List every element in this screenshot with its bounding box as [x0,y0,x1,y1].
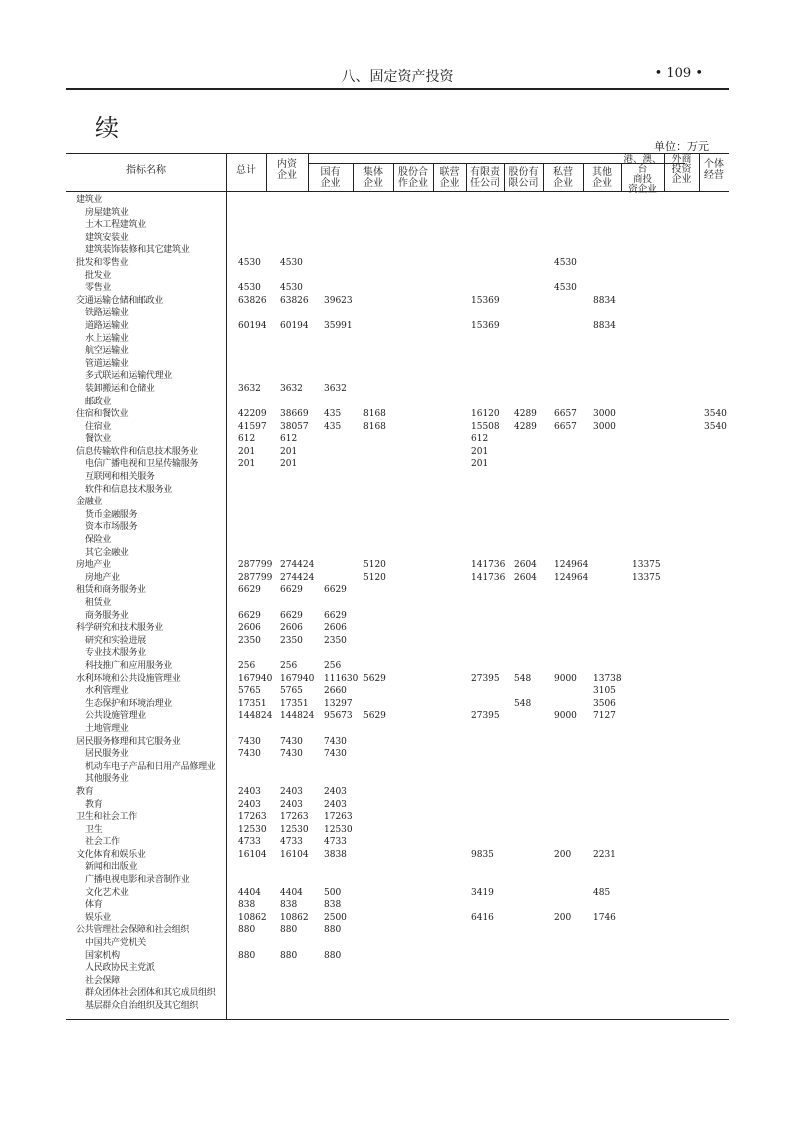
continued-label: 续 [95,114,119,142]
table-row [66,950,729,963]
cell-llc: 9835 [471,849,494,860]
cell-total: 2403 [238,799,261,810]
cell-total: 10862 [238,912,267,923]
table-row [66,610,729,623]
row-label: 管道运输业 [85,358,129,369]
cell-domestic: 5765 [280,686,303,697]
table-row [66,748,729,761]
table-row [66,975,729,988]
cell-share: 548 [514,698,532,709]
table-row [66,433,729,446]
table-row [66,270,729,283]
table-row [66,547,729,560]
cell-domestic: 4404 [280,887,303,898]
table-row [66,345,729,358]
col-header-share: 股份有 限公司 [508,167,539,189]
row-label: 研究和实验进展 [85,635,146,646]
row-label: 水利管理业 [85,686,129,697]
row-label: 居民服务修理和其它服务业 [76,736,181,747]
table-row [66,421,729,434]
cell-domestic: 7430 [280,736,303,747]
cell-domestic: 2403 [280,786,303,797]
cell-other: 7127 [593,711,616,722]
table-row [66,912,729,925]
row-label: 住宿和餐饮业 [76,409,129,420]
row-label: 社会工作 [85,837,120,848]
cell-state: 838 [324,900,342,911]
row-label: 餐饮业 [85,434,112,445]
cell-individual: 3540 [704,409,727,420]
row-label: 国家机构 [85,950,120,961]
table-row [66,458,729,471]
cell-private: 6657 [554,421,577,432]
cell-state: 6629 [324,610,347,621]
cell-total: 287799 [238,560,273,571]
cell-domestic: 2606 [280,623,303,634]
cell-domestic: 201 [280,446,298,457]
cell-other: 8834 [593,320,616,331]
row-label: 人民政协民主党派 [85,963,155,974]
cell-total: 17351 [238,698,267,709]
cell-private: 9000 [554,673,577,684]
cell-domestic: 144824 [280,711,315,722]
cell-total: 167940 [238,673,273,684]
cell-state: 880 [324,950,342,961]
cell-domestic: 17351 [280,698,309,709]
table-row [66,408,729,421]
row-label: 广播电视电影和录音制作业 [85,875,190,886]
table-row [66,320,729,333]
cell-domestic: 274424 [280,572,315,583]
cell-domestic: 63826 [280,295,309,306]
row-label: 卫生和社会工作 [76,812,137,823]
cell-total: 3632 [238,383,261,394]
table-row [66,446,729,459]
table-row [66,597,729,610]
row-label: 批发业 [85,270,112,281]
cell-total: 6629 [238,585,261,596]
row-label: 公共管理社会保障和社会组织 [76,925,190,936]
cell-domestic: 60194 [280,320,309,331]
table-row [66,307,729,320]
table-row [66,358,729,371]
table-body [66,194,729,1013]
col-header-llc: 有限责 任公司 [470,167,500,189]
table-row [66,673,729,686]
cell-collective: 8168 [363,421,386,432]
row-label: 群众团体社会团体和其它成员组织 [85,988,216,999]
cell-state: 39623 [324,295,353,306]
cell-state: 880 [324,925,342,936]
cell-llc: 15508 [471,421,500,432]
cell-total: 63826 [238,295,267,306]
table-row [66,710,729,723]
table-row [66,799,729,812]
cell-total: 7430 [238,749,261,760]
col-header-domestic: 内资 企业 [277,159,297,181]
row-label: 交通运输仓储和邮政业 [76,295,164,306]
col-header-coop: 股份合 作企业 [398,167,428,189]
cell-total: 256 [238,660,256,671]
table-row [66,849,729,862]
row-label: 软件和信息技术服务业 [85,484,173,495]
cell-domestic: 38669 [280,409,309,420]
cell-private: 9000 [554,711,577,722]
table-row [66,786,729,799]
cell-collective: 5629 [363,673,386,684]
cell-total: 5765 [238,686,261,697]
table-row [66,660,729,673]
col-header-collective: 集体 企业 [363,167,383,189]
cell-state: 435 [324,421,342,432]
cell-total: 7430 [238,736,261,747]
cell-total: 17263 [238,812,267,823]
cell-state: 111630 [324,673,359,684]
row-label: 生态保护和环境治理业 [85,698,173,709]
cell-other: 13738 [593,673,622,684]
row-label: 铁路运输业 [85,308,129,319]
cell-domestic: 3632 [280,383,303,394]
cell-domestic: 4530 [280,257,303,268]
row-label: 水上运输业 [85,333,129,344]
cell-state: 7430 [324,749,347,760]
chapter-title: 八、固定资产投资 [341,69,454,85]
cell-domestic: 16104 [280,849,309,860]
cell-collective: 5120 [363,560,386,571]
cell-state: 12530 [324,824,353,835]
row-label: 邮政业 [85,396,112,407]
row-label: 建筑业 [76,195,103,205]
row-label: 租赁和商务服务业 [76,585,146,596]
table-row [66,295,729,308]
cell-private: 4530 [554,257,577,268]
cell-collective: 8168 [363,409,386,420]
col-header-state: 国有 企业 [320,167,341,189]
col-header-foreign: 外商 投资 企业 [671,154,692,185]
cell-other: 485 [593,887,611,898]
cell-total: 16104 [238,849,267,860]
row-label: 租赁业 [85,598,112,608]
row-label: 建筑安装业 [85,232,129,243]
cell-share: 548 [514,673,532,684]
table-row [66,383,729,396]
unit-label: 单位：万元 [654,140,709,153]
cell-share: 4289 [514,409,537,420]
cell-other: 2231 [593,849,616,860]
cell-collective: 5629 [363,711,386,722]
row-label: 土地管理业 [85,723,129,734]
row-label: 资本市场服务 [85,522,138,533]
cell-individual: 3540 [704,421,727,432]
row-label: 基层群众自治组织及其它组织 [85,1001,199,1011]
cell-total: 60194 [238,320,267,331]
table-row [66,496,729,509]
cell-state: 35991 [324,320,353,331]
cell-llc: 201 [471,459,489,470]
row-label: 零售业 [85,283,112,294]
cell-llc: 6416 [471,912,494,923]
cell-domestic: 838 [280,900,298,911]
cell-domestic: 38057 [280,421,309,432]
cell-domestic: 256 [280,660,298,671]
table-row [66,874,729,887]
cell-domestic: 2350 [280,635,303,646]
table-row [66,899,729,912]
cell-total: 4530 [238,257,261,268]
cell-other: 3000 [593,421,616,432]
cell-state: 2350 [324,635,347,646]
cell-other: 3000 [593,409,616,420]
row-label: 其他服务业 [85,774,129,785]
cell-state: 4733 [324,837,347,848]
table-row [66,484,729,497]
cell-total: 42209 [238,409,267,420]
cell-domestic: 880 [280,925,298,936]
row-label: 电信广播电视和卫星传输服务 [85,459,199,470]
cell-total: 144824 [238,711,273,722]
cell-state: 2500 [324,912,347,923]
row-label: 教育 [76,786,94,797]
cell-domestic: 6629 [280,585,303,596]
row-label: 互联网和相关服务 [85,472,155,483]
cell-domestic: 274424 [280,560,315,571]
cell-domestic: 17263 [280,812,309,823]
cell-llc: 15369 [471,320,500,331]
col-header-hkmt: 港、澳、台 商投 资企业 [623,154,662,195]
cell-state: 2403 [324,799,347,810]
cell-llc: 141736 [471,560,506,571]
header-rule [66,88,729,90]
row-label: 货币金融服务 [85,509,138,520]
table-row [66,887,729,900]
table-row [66,471,729,484]
table-row [66,232,729,245]
cell-total: 2606 [238,623,261,634]
cell-private: 4530 [554,283,577,294]
table-bottom-rule [66,1019,729,1020]
table-row [66,861,729,874]
cell-private: 200 [554,849,572,860]
table-row [66,622,729,635]
row-label: 体育 [85,900,103,911]
table-row [66,647,729,660]
cell-total: 4733 [238,837,261,848]
table-row [66,736,729,749]
cell-other: 3506 [593,698,616,709]
cell-share: 4289 [514,421,537,432]
cell-total: 612 [238,434,256,445]
cell-llc: 141736 [471,572,506,583]
row-label: 信息传输软件和信息技术服务业 [76,446,198,457]
row-label: 商务服务业 [85,610,129,621]
col-header-name: 指标名称 [126,165,166,176]
cell-state: 2606 [324,623,347,634]
row-label: 科技推广和应用服务业 [85,660,173,671]
cell-llc: 16120 [471,409,500,420]
cell-domestic: 4530 [280,283,303,294]
cell-domestic: 612 [280,434,298,445]
cell-private: 6657 [554,409,577,420]
row-label: 新闻和出版业 [85,862,138,873]
table-row [66,824,729,837]
row-label: 科学研究和技术服务业 [76,623,164,634]
row-label: 文化艺术业 [85,887,129,898]
col-header-other: 其他 企业 [592,167,612,189]
cell-domestic: 6629 [280,610,303,621]
row-label: 道路运输业 [85,320,129,331]
cell-hkmt: 13375 [632,572,661,583]
cell-domestic: 10862 [280,912,309,923]
table-row [66,773,729,786]
row-label: 水利环境和公共设施管理业 [76,673,181,684]
row-label: 娱乐业 [85,912,112,923]
cell-domestic: 4733 [280,837,303,848]
table-row [66,698,729,711]
cell-total: 2403 [238,786,261,797]
cell-total: 4530 [238,283,261,294]
cell-state: 3838 [324,849,347,860]
row-label: 建筑装饰装修和其它建筑业 [85,245,190,256]
cell-domestic: 880 [280,950,298,961]
cell-total: 201 [238,459,256,470]
table-row [66,1000,729,1013]
table-row [66,572,729,585]
cell-share: 2604 [514,560,537,571]
table-row [66,924,729,937]
row-label: 教育 [85,799,103,810]
table-row [66,559,729,572]
page-number: • 109 • [654,66,703,81]
row-label: 土木工程建筑业 [85,220,146,231]
cell-llc: 15369 [471,295,500,306]
cell-llc: 27395 [471,673,500,684]
row-label: 公共设施管理业 [85,711,146,722]
row-label: 其它金融业 [85,547,129,558]
cell-llc: 201 [471,446,489,457]
table-row [66,194,729,207]
cell-state: 3632 [324,383,347,394]
table-row [66,257,729,270]
row-label: 金融业 [76,497,103,508]
row-label: 保险业 [85,535,112,546]
cell-total: 201 [238,446,256,457]
cell-other: 1746 [593,912,616,923]
table-row [66,396,729,409]
row-label: 中国共产党机关 [85,938,146,949]
cell-private: 124964 [554,572,589,583]
cell-share: 2604 [514,572,537,583]
table-row [66,219,729,232]
row-label: 航空运输业 [85,346,129,357]
cell-other: 3105 [593,686,616,697]
cell-total: 838 [238,900,256,911]
table-row [66,685,729,698]
table-row [66,333,729,346]
cell-total: 880 [238,950,256,961]
table-row [66,836,729,849]
table-row [66,761,729,774]
cell-total: 880 [238,925,256,936]
table-row [66,207,729,220]
cell-total: 4404 [238,887,261,898]
table-row [66,635,729,648]
cell-domestic: 167940 [280,673,315,684]
cell-total: 287799 [238,572,273,583]
row-label: 居民服务业 [85,749,129,760]
table-row [66,521,729,534]
col-header-individual: 个体 经营 [704,159,724,181]
table-row [66,723,729,736]
row-label: 文化体育和娱乐业 [76,849,146,860]
cell-total: 6629 [238,610,261,621]
row-label: 多式联运和运输代理业 [85,371,173,382]
cell-state: 256 [324,660,342,671]
cell-state: 500 [324,887,342,898]
row-label: 社会保障 [85,975,120,986]
table-row [66,811,729,824]
table-row [66,370,729,383]
row-label: 房屋建筑业 [85,207,129,218]
cell-private: 200 [554,912,572,923]
cell-state: 13297 [324,698,353,709]
row-label: 卫生 [85,824,103,835]
table-row [66,987,729,1000]
cell-llc: 612 [471,434,489,445]
row-label: 装卸搬运和仓储业 [85,383,155,394]
table-row [66,244,729,257]
cell-state: 7430 [324,736,347,747]
cell-total: 12530 [238,824,267,835]
cell-hkmt: 13375 [632,560,661,571]
cell-llc: 3419 [471,887,494,898]
cell-state: 17263 [324,812,353,823]
cell-domestic: 7430 [280,749,303,760]
cell-total: 41597 [238,421,267,432]
cell-state: 2403 [324,786,347,797]
table-row [66,584,729,597]
table-row [66,282,729,295]
table-row [66,509,729,522]
row-label: 批发和零售业 [76,257,129,268]
row-label: 房地产业 [85,572,120,583]
cell-collective: 5120 [363,572,386,583]
cell-domestic: 12530 [280,824,309,835]
cell-total: 2350 [238,635,261,646]
cell-state: 2660 [324,686,347,697]
cell-llc: 27395 [471,711,500,722]
cell-state: 6629 [324,585,347,596]
row-label: 房地产业 [76,560,111,571]
row-label: 机动车电子产品和日用产品修理业 [85,761,216,772]
cell-domestic: 2403 [280,799,303,810]
cell-domestic: 201 [280,459,298,470]
col-header-joint: 联营 企业 [439,167,460,189]
col-header-private: 私营 企业 [553,167,573,189]
table-row [66,534,729,547]
cell-state: 435 [324,409,342,420]
cell-private: 124964 [554,560,589,571]
row-label: 专业技术服务业 [85,648,146,659]
table-row [66,937,729,950]
col-header-total: 总计 [236,165,256,176]
cell-state: 95673 [324,711,353,722]
table-row [66,962,729,975]
row-label: 住宿业 [85,421,112,432]
page-header [66,66,729,86]
cell-other: 8834 [593,295,616,306]
